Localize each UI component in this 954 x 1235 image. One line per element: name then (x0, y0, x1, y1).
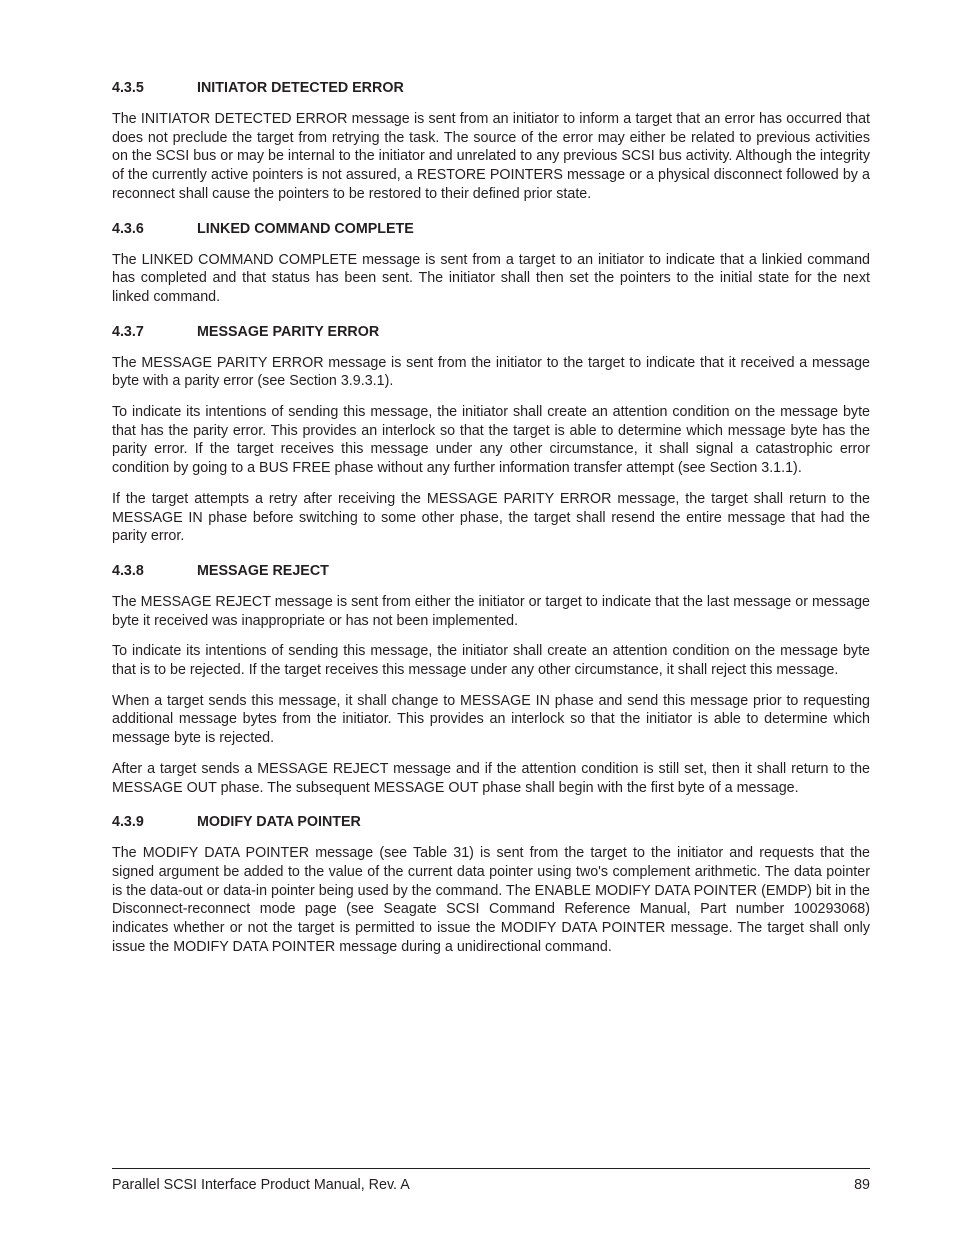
section-4-3-6 (112, 220, 870, 307)
paragraph: The MODIFY DATA POINTER message (see Table 31) is sent from the target to the initiator and requests that the signed argument be added to the value of the current data pointer using two's complement arithmetic. The data pointer is the data-out or data-in pointer being used by the command. The ENABLE MODIFY DATA POINTER (EMDP) bit in the Disconnect-reconnect mode page (see Seagate SCSI Command Reference Manual, Part number 100293068) indicates whether or not the target is permitted to issue the MODIFY DATA POINTER message. The target shall only issue the MODIFY DATA POINTER message during a unidirectional command. (112, 845, 870, 955)
paragraph: When a target sends this message, it shall change to MESSAGE IN phase and send this message prior to requesting additional message bytes from the initiator. This provides an interlock so that the initiator is able to determine which message byte is rejected. (112, 692, 870, 747)
footer-manual-title: Parallel SCSI Interface Product Manual, Rev. A (112, 1177, 410, 1193)
paragraph: The LINKED COMMAND COMPLETE message is sent from a target to an initiator to indicate that a linkied command has completed and that status has been sent. The initiator shall then set the pointers to the initial state for the next linked command. (112, 251, 870, 305)
section-heading (112, 813, 870, 831)
section-number: 4.3.9 (112, 814, 144, 831)
page-content (112, 79, 870, 973)
section-heading (112, 79, 870, 97)
section-heading (112, 323, 870, 341)
paragraph: To indicate its intentions of sending this message, the initiator shall create an attention condition on the message byte that is to be rejected. If the target receives this message under any other circumstance, it shall reject this message. (112, 643, 870, 679)
section-title: INITIATOR DETECTED ERROR (197, 80, 404, 96)
page-footer (112, 1168, 870, 1194)
paragraph: The MESSAGE PARITY ERROR message is sent from the initiator to the target to indicate that it received a message byte with a parity error (see Section 3.9.3.1). (112, 354, 870, 390)
section-title: MESSAGE PARITY ERROR (197, 323, 380, 340)
section-heading (112, 220, 870, 238)
page-number: 89 (854, 1177, 870, 1193)
paragraph: After a target sends a MESSAGE REJECT message and if the attention condition is still set, then it shall return to the MESSAGE OUT phase. The subsequent MESSAGE OUT phase shall begin with the first byte of a message. (112, 760, 870, 796)
paragraph: To indicate its intentions of sending this message, the initiator shall create an attention condition on the message byte that has the parity error. This provides an interlock so that the target is able to determine which message byte has the parity error. If the target receives this message under any other circumstance, it shall signal a catastrophic error condition by going to a BUS FREE phase without any further information transfer attempt (see Section 3.1.1). (112, 404, 870, 477)
section-number: 4.3.7 (112, 323, 144, 340)
section-4-3-9 (112, 813, 870, 956)
paragraph: The INITIATOR DETECTED ERROR message is sent from an initiator to inform a target that an error has occurred that does not preclude the target from retrying the task. The source of the error may either be related to previous activities on the SCSI bus or may be internal to the initiator and unrelated to any previous SCSI bus activity. Although the integrity of the currently active pointers is not assured, a RESTORE POINTERS message or a physical disconnect followed by a reconnect shall cause the pointers to be restored to their defined prior state. (112, 111, 870, 202)
section-4-3-7 (112, 323, 870, 546)
section-heading (112, 562, 870, 580)
section-title: MESSAGE REJECT (197, 562, 329, 579)
section-title: LINKED COMMAND COMPLETE (197, 220, 414, 237)
section-number: 4.3.8 (112, 562, 144, 579)
section-number: 4.3.5 (112, 80, 144, 96)
section-4-3-5 (112, 79, 870, 204)
section-number: 4.3.6 (112, 220, 144, 237)
section-title: MODIFY DATA POINTER (197, 814, 361, 831)
paragraph: The MESSAGE REJECT message is sent from either the initiator or target to indicate that the last message or message byte it received was inappropriate or has not been implemented. (112, 593, 870, 629)
paragraph: If the target attempts a retry after receiving the MESSAGE PARITY ERROR message, the target shall return to the MESSAGE IN phase before switching to some other phase, the target shall resend the entire message that had the parity error. (112, 490, 870, 545)
section-4-3-8 (112, 562, 870, 797)
